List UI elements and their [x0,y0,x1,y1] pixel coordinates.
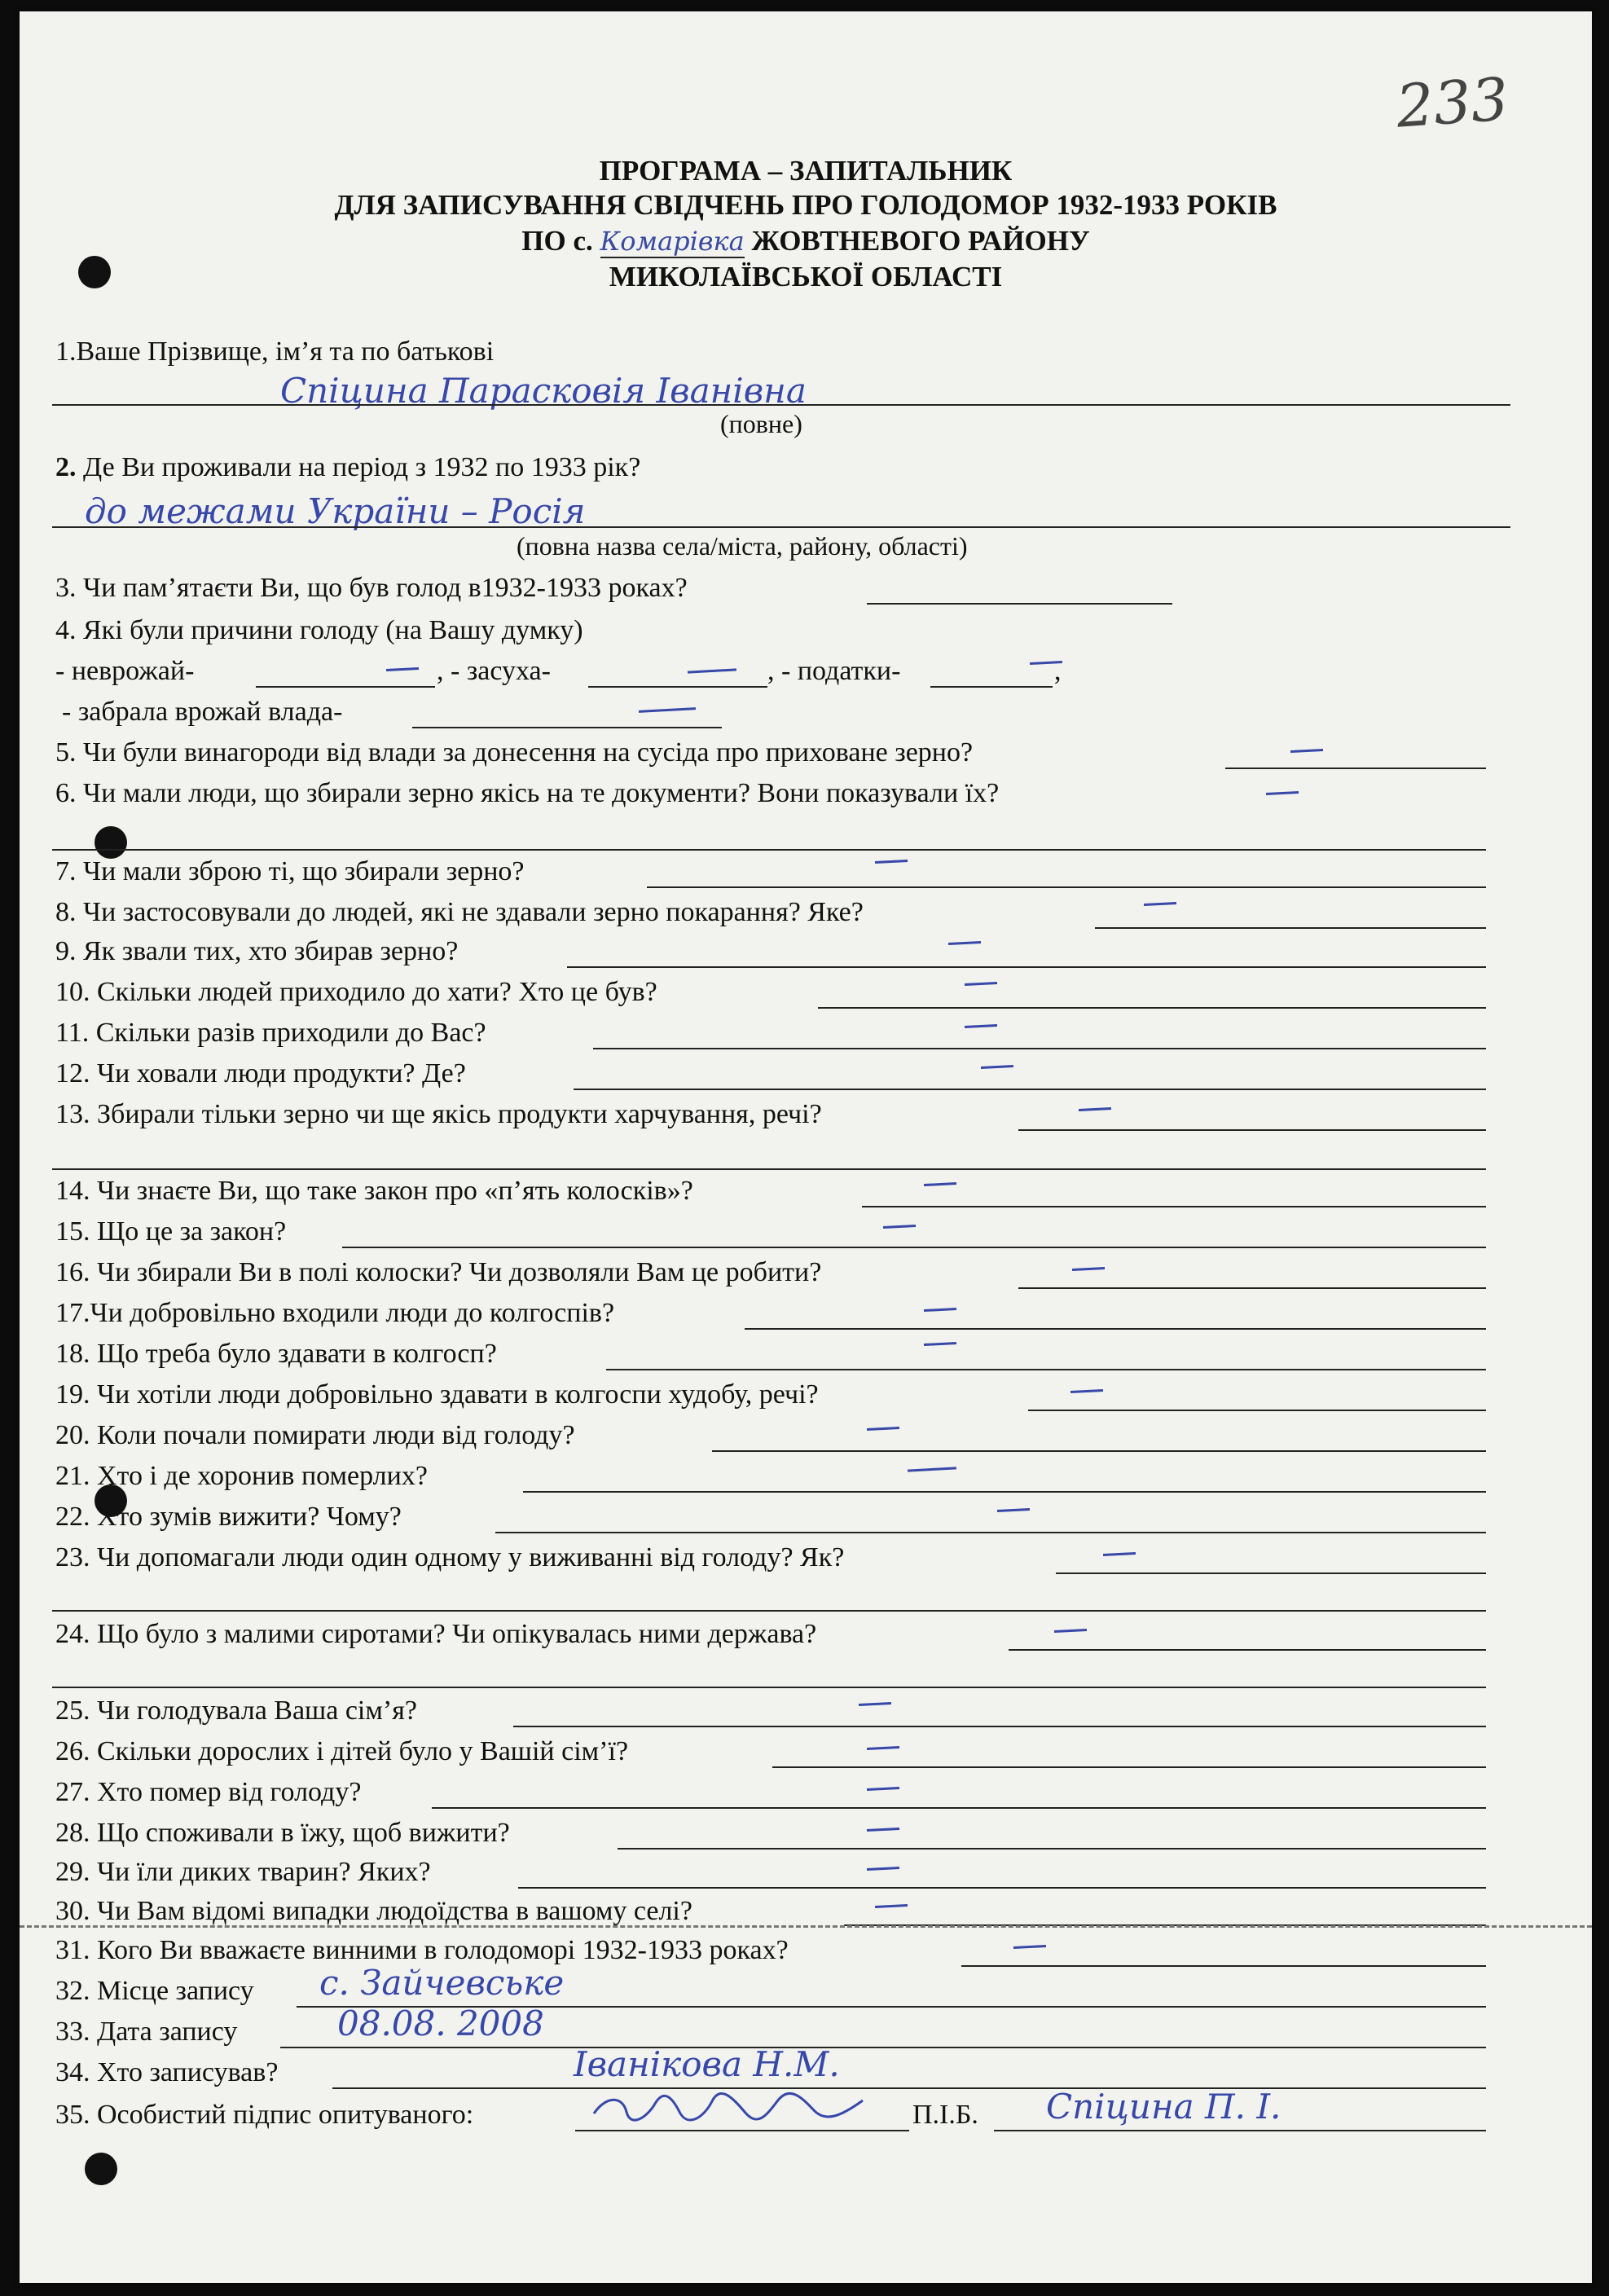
question-5: 5. Чи були винагороди від влади за донесення на сусіда про приховане зерно? [55,737,974,768]
q9-answer-line [567,966,1486,968]
answer-dash [1144,902,1176,906]
question-22: 22. Хто зумів вижити? Чому? [55,1502,402,1532]
answer-dash [1103,1552,1136,1556]
q33-answer: 08.08. 2008 [337,2004,544,2043]
q20-answer-line [712,1450,1486,1452]
question-15: 15. Що це за закон? [55,1216,287,1247]
q22-answer-line [495,1532,1486,1533]
punch-hole [95,826,127,859]
q4-drought-line [588,686,767,688]
q34-label: 34. Хто записував? [55,2057,279,2087]
q23-answer-line-2 [52,1610,1486,1612]
answer-dash [965,982,997,986]
q1-answer: Спіцина Парасковія Іванівна [280,371,807,411]
q24-answer-line-2 [52,1687,1486,1688]
village-name: Комарівка [600,226,745,257]
q34-answer: Іванікова Н.М. [574,2044,840,2084]
answer-dash [867,1427,899,1431]
answer-dash [1072,1267,1105,1271]
q4-crop-line [256,686,435,688]
q4-taxes-line [930,686,1053,688]
question-26: 26. Скільки дорослих і дітей було у Вашій сім’ї? [55,1736,629,1766]
q4-taxes-label: , - податки- [767,656,901,686]
q18-answer-line [606,1369,1486,1370]
q25-answer-line [513,1726,1486,1727]
question-31: 31. Кого Ви вважаєте винними в голодоморі 1932-1933 роках? [55,1935,789,1965]
answer-dash [965,1024,997,1028]
answer-dash [688,668,736,673]
q13-answer-line [1018,1129,1486,1131]
q15-answer-line [342,1247,1486,1248]
answer-dash [924,1308,956,1312]
q3-label: 3. Чи пам’ятаєти Ви, що був голод в1932-1933 роках? [55,573,688,603]
questionnaire-page [20,11,1592,2283]
question-28: 28. Що споживали в їжу, щоб вижити? [55,1818,510,1848]
answer-dash [859,1702,891,1706]
title-line-1: ПРОГРАМА – ЗАПИТАЛЬНИК [599,155,1013,187]
title-line-2: ДЛЯ ЗАПИСУВАННЯ СВІДЧЕНЬ ПРО ГОЛОДОМОР 1932-1933 РОКІВ [334,189,1277,221]
q4-drought-label: , - засуха- [437,656,551,686]
answer-dash [981,1065,1013,1069]
q4-taken-label: - забрала врожай влада- [62,697,343,727]
question-25: 25. Чи голодувала Ваша сім’я? [55,1696,417,1726]
pib-answer-line [994,2130,1486,2131]
q7-answer-line [647,886,1486,888]
answer-dash [867,1828,899,1832]
q35-label: 35. Особистий підпис опитуваного: [55,2100,474,2130]
answer-dash [386,667,419,671]
q31-answer-line [961,1965,1486,1967]
paper-fold-crease [20,1925,1592,1928]
question-18: 18. Що треба було здавати в колгосп? [55,1339,497,1369]
answer-dash [908,1467,956,1471]
answer-dash [924,1342,956,1346]
q1-caption: (повне) [720,409,802,438]
answer-dash [639,707,696,713]
answer-dash [867,1867,899,1871]
q11-answer-line [593,1048,1486,1049]
question-29: 29. Чи їли диких тварин? Яких? [55,1857,431,1887]
q16-answer-line [1018,1287,1486,1289]
q2-answer-line [52,526,1510,528]
question-16: 16. Чи збирали Ви в полі колоски? Чи дозволяли Вам це робити? [55,1257,822,1287]
q32-answer: с. Зайчевське [319,1963,565,2003]
q8-answer-line [1095,927,1486,929]
q6-answer-line [52,849,1486,851]
question-27: 27. Хто помер від голоду? [55,1777,362,1807]
q19-answer-line [1028,1410,1486,1411]
signature-line [575,2130,909,2131]
q33-answer-line [280,2047,1486,2048]
q14-answer-line [862,1206,1486,1207]
title-line-4: МИКОЛАЇВСЬКОЇ ОБЛАСТІ [609,261,1003,292]
q13-answer-line-2 [52,1168,1486,1170]
answer-dash [948,941,981,945]
question-7: 7. Чи мали зброю ті, що збирали зерно? [55,856,525,886]
q2-label [55,451,640,484]
question-6: 6. Чи мали люди, що збирали зерно якісь на те документи? Вони показували їх? [55,778,1000,808]
question-21: 21. Хто і де хоронив померлих? [55,1461,428,1491]
question-17: 17.Чи добровільно входили люди до колгоспів? [55,1298,615,1328]
answer-dash [924,1182,956,1186]
answer-dash [1054,1629,1087,1633]
q24-answer-line [1009,1649,1486,1651]
question-11: 11. Скільки разів приходили до Вас? [55,1018,486,1048]
question-14: 14. Чи знаєте Ви, що таке закон про «п’ять колосків»? [55,1176,693,1206]
q4-taken-line [412,727,722,728]
signature-scribble [590,2089,867,2122]
q23-answer-line [1056,1572,1486,1574]
pib-answer: Спіцина П. І. [1046,2087,1281,2127]
q4-crop-label: - неврожай- [55,656,195,686]
question-23: 23. Чи допомагали люди один одному у виживанні від голоду? Як? [55,1542,845,1572]
question-13: 13. Збирали тільки зерно чи ще якісь продукти харчування, речі? [55,1099,822,1129]
q4-comma: , [1054,656,1062,686]
question-9: 9. Як звали тих, хто збирав зерно? [55,936,459,966]
title-prefix: ПО с. [521,225,593,257]
answer-dash [875,1904,908,1908]
q4-label: 4. Які були причини голоду (на Вашу думку) [55,615,583,645]
title-district: ЖОВТНЕВОГО РАЙОНУ [751,225,1090,257]
question-20: 20. Коли почали помирати люди від голоду? [55,1420,575,1450]
signature [590,2089,867,2131]
q2-number: 2. [55,452,77,482]
q17-answer-line [745,1328,1486,1330]
q27-answer-line [432,1807,1486,1809]
question-24: 24. Що було з малими сиротами? Чи опікувалась ними держава? [55,1619,817,1649]
pib-label: П.І.Б. [912,2100,978,2130]
answer-dash [1290,749,1323,753]
q33-label: 33. Дата запису [55,2017,238,2047]
answer-dash [883,1225,916,1229]
q2-answer: до межами України – Росія [85,491,586,531]
question-19: 19. Чи хотіли люди добровільно здавати в колгоспи худобу, речі? [55,1379,819,1410]
answer-dash [1013,1945,1046,1949]
q2-text: Де Ви проживали на період з 1932 по 1933 рік? [83,452,641,482]
q29-answer-line [518,1887,1486,1889]
q1-label: 1.Ваше Прізвище, ім’я та по батькові [55,336,495,367]
answer-dash [1070,1389,1103,1393]
q1-answer-line [52,404,1510,406]
q10-answer-line [818,1007,1486,1009]
q28-answer-line [618,1848,1486,1850]
q32-label: 32. Місце запису [55,1976,254,2006]
punch-hole [85,2153,117,2185]
q34-answer-line [332,2087,1486,2089]
answer-dash [867,1746,899,1750]
answer-dash [1266,791,1299,795]
q5-answer-line [1225,768,1486,769]
question-8: 8. Чи застосовували до людей, які не здавали зерно покарання? Яке? [55,897,864,927]
q26-answer-line [772,1766,1486,1768]
answer-dash [1079,1107,1111,1111]
page-number: 233 [1394,64,1511,141]
question-10: 10. Скільки людей приходило до хати? Хто це був? [55,977,657,1007]
answer-dash [867,1787,899,1791]
q2-caption: (повна назва села/міста, району, області) [517,531,968,561]
q12-answer-line [574,1089,1486,1090]
question-12: 12. Чи ховали люди продукти? Де? [55,1058,466,1089]
answer-dash [875,860,908,864]
q3-answer-line [867,603,1172,605]
question-30: 30. Чи Вам відомі випадки людоїдства в вашому селі? [55,1896,692,1926]
answer-dash [997,1508,1030,1512]
q21-answer-line [523,1491,1486,1493]
title-line-3 [20,225,1592,258]
